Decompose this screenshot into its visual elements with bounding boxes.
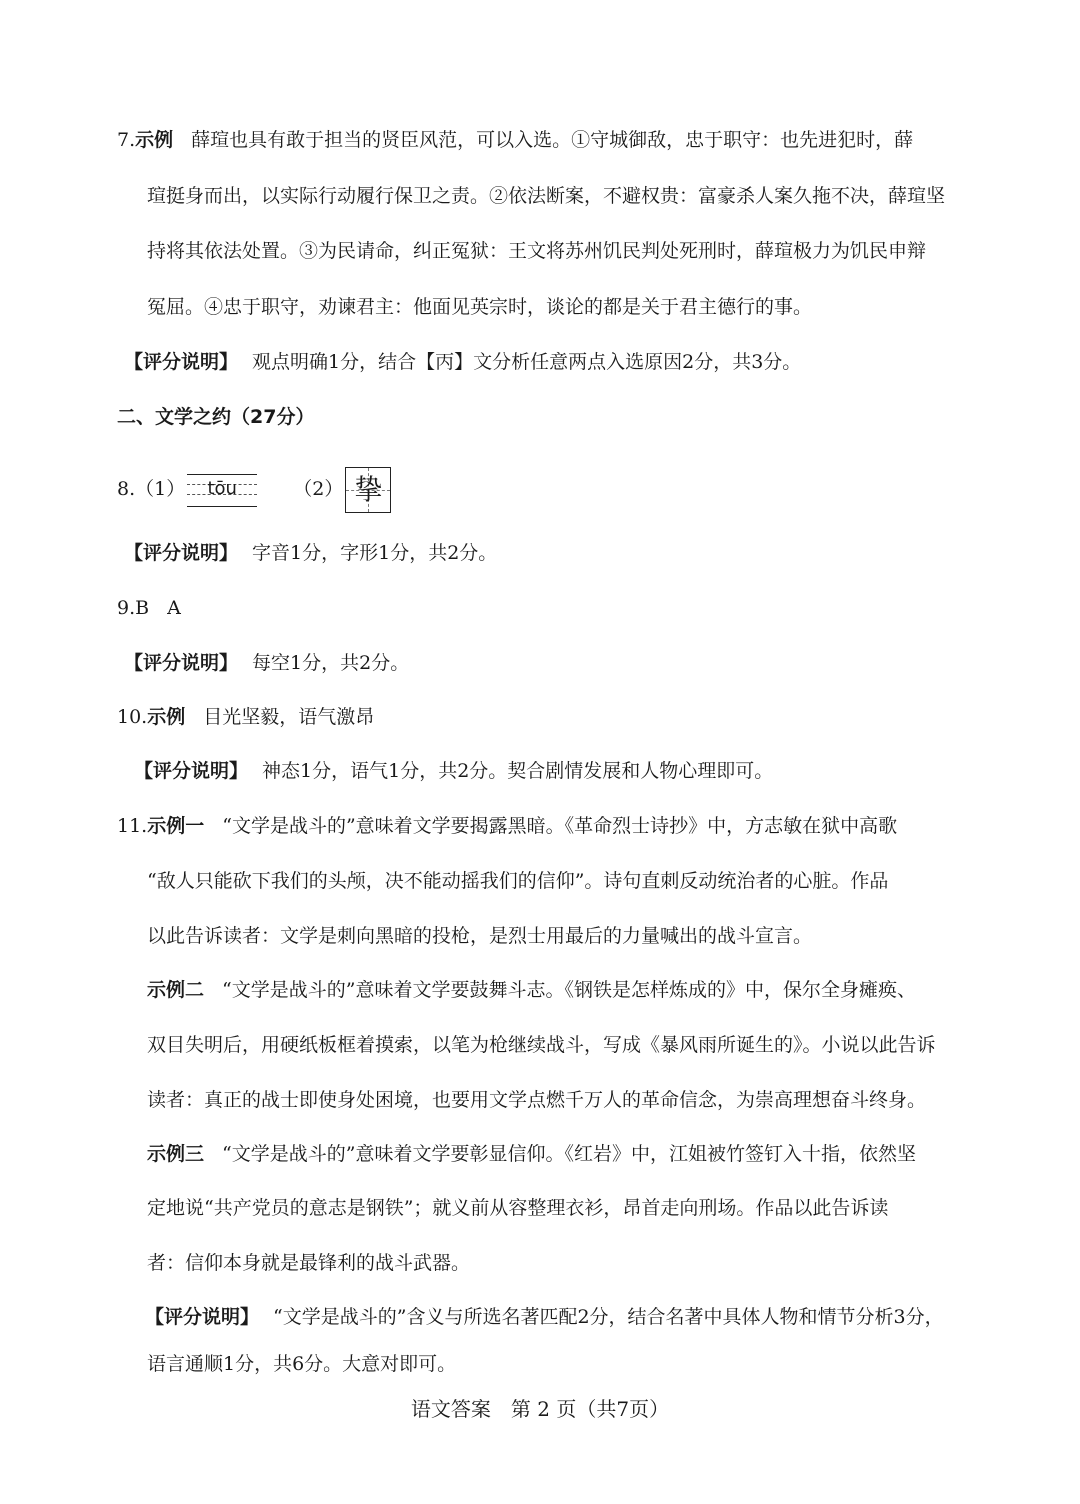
q7-line-3: 持将其依法处置。③为民请命，纠正冤狱：王文将苏州饥民判处死刑时，薛瑄极力为饥民申辩 [147,240,927,262]
q11-ex3-line-1 [147,1142,916,1166]
character-grid-box [345,467,391,513]
q11-ex2-line-2: 双目失明后，用硬纸板框着摸索，以笔为枪继续战斗，写成《暴风雨所诞生的》。小说以此告诉 [147,1034,936,1056]
q7-score-text: 观点明确1分，结合【丙】文分析任意两点入选原因2分，共3分。 [252,351,802,373]
q8-part1-label: （1） [135,478,186,500]
q10-number: 10. [117,706,148,728]
q8-character: 挚 [354,473,383,506]
q11-ex2-line-1 [147,978,916,1002]
q8-part2-label: （2） [293,478,344,500]
q10-score-text: 神态1分，语气1分，共2分。契合剧情发展和人物心理即可。 [262,760,774,782]
q9-answer-2: A [167,597,181,619]
q11-ex1-tag: 示例一 [147,815,205,837]
q7-line-1 [117,128,913,152]
q9-score-label: 【评分说明】 [124,652,239,674]
q11-ex3-line-2: 定地说“共产党员的意志是钢铁”；就义前从容整理衣衫，昂首走向刑场。作品以此告诉读 [147,1197,889,1219]
q11-ex1-line-3: 以此告诉读者：文学是刺向黑暗的投枪，是烈士用最后的力量喊出的战斗宣言。 [147,925,813,947]
q8-score-text: 字音1分，字形1分，共2分。 [252,542,498,564]
q7-number: 7. [117,129,136,151]
q11-number: 11. [117,815,148,837]
q9-number: 9. [117,597,136,619]
q10-scoring [134,759,773,783]
q9-line [117,596,181,620]
q9-score-text: 每空1分，共2分。 [252,652,410,674]
q9-scoring [124,651,409,675]
section-heading: 二、文学之约（27分） [117,406,315,428]
q11-score-text-1: “文学是战斗的”含义与所选名著匹配2分，结合名著中具体人物和情节分析3分， [273,1306,944,1328]
q11-scoring-line-2: 语言通顺1分，共6分。大意对即可。 [147,1353,457,1375]
page-footer: 语文答案 第 2 页（共7页） [410,1397,670,1421]
q11-ex3-line-3: 者：信仰本身就是最锋利的战斗武器。 [147,1252,471,1274]
q10-line [117,705,374,729]
q10-example-tag: 示例 [147,706,186,728]
pinyin-writing-lines [187,472,257,508]
q11-ex1-line-2: “敌人只能砍下我们的头颅，决不能动摇我们的信仰”。诗句直刺反动统治者的心脏。作品 [147,870,889,892]
q11-score-label: 【评分说明】 [145,1306,260,1328]
q10-text: 目光坚毅，语气激昂 [203,706,375,728]
q7-line-4: 冤屈。④忠于职守，劝谏君主：他面见英宗时，谈论的都是关于君主德行的事。 [147,296,813,318]
q11-ex2-text-1: “文学是战斗的”意味着文学要鼓舞斗志。《钢铁是怎样炼成的》中，保尔全身瘫痪、 [222,979,916,1001]
q8-number: 8. [117,478,136,500]
q7-score-label: 【评分说明】 [124,351,239,373]
q11-scoring-line-1 [145,1305,944,1329]
q10-score-label: 【评分说明】 [134,760,249,782]
q8-scoring [124,541,497,565]
q7-example-tag: 示例 [135,129,174,151]
q7-scoring [124,350,801,374]
q7-line-2: 瑄挺身而出，以实际行动履行保卫之责。②依法断案，不避权贵：富豪杀人案久拖不决，薛瑄坚 [147,185,946,207]
q11-ex3-tag: 示例三 [147,1143,205,1165]
q11-ex1-line-1 [117,814,897,838]
q11-ex2-tag: 示例二 [147,979,205,1001]
q8-pinyin: tōu [207,478,237,499]
q8-line [117,467,391,513]
q7-text-1: 薛瑄也具有敢于担当的贤臣风范，可以入选。①守城御敌，忠于职守：也先进犯时，薛 [191,129,914,151]
q9-answer-1: B [135,597,150,619]
q8-score-label: 【评分说明】 [124,542,239,564]
q11-ex1-text-1: “文学是战斗的”意味着文学要揭露黑暗。《革命烈士诗抄》中，方志敏在狱中高歌 [222,815,898,837]
q11-ex2-line-3: 读者：真正的战士即使身处困境，也要用文学点燃千万人的革命信念，为崇高理想奋斗终身。 [147,1089,927,1111]
q11-ex3-text-1: “文学是战斗的”意味着文学要彰显信仰。《红岩》中，江姐被竹签钉入十指，依然坚 [222,1143,916,1165]
